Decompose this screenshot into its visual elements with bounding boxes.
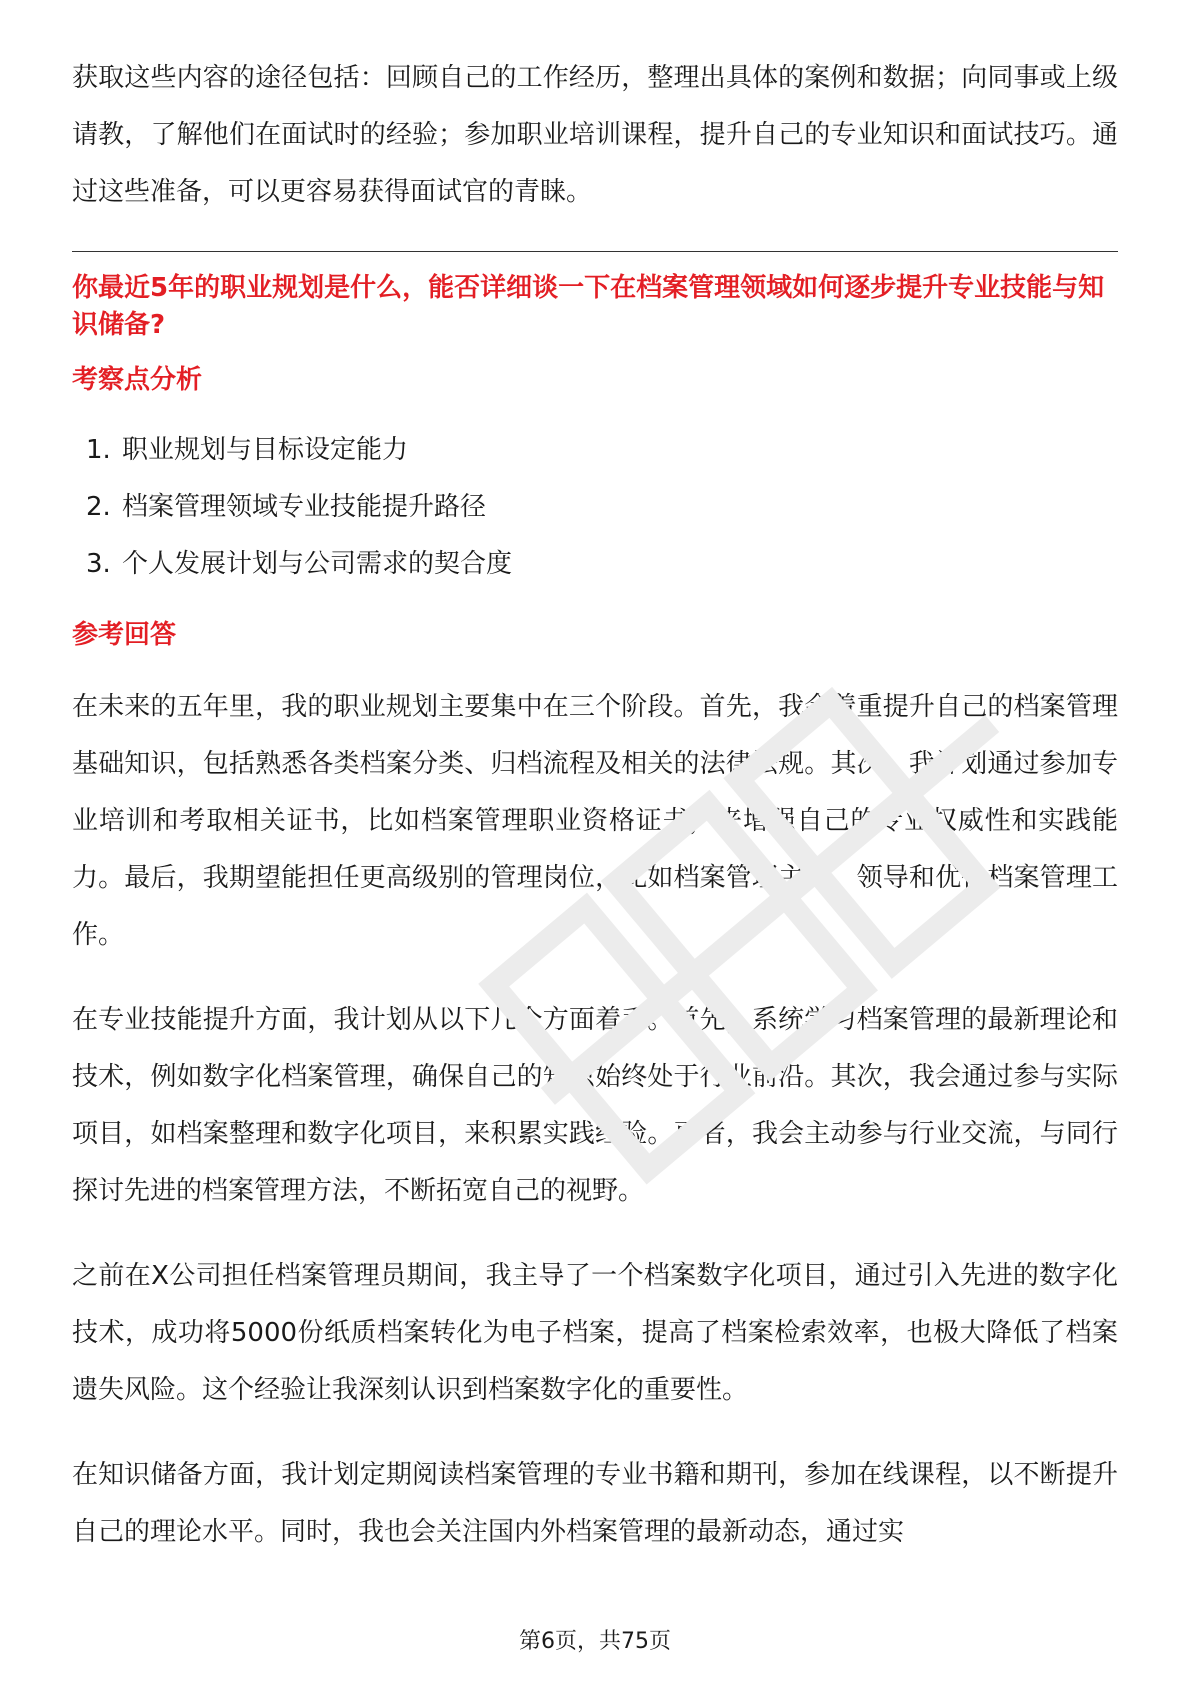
list-item-number: 2. — [86, 492, 111, 522]
list-item-number: 1. — [86, 435, 111, 465]
list-item-text: 档案管理领域专业技能提升路径 — [122, 492, 487, 522]
list-item-text: 个人发展计划与公司需求的契合度 — [122, 549, 513, 579]
answer-paragraph-3: 之前在X公司担任档案管理员期间，我主导了一个档案数字化项目，通过引入先进的数字化技术，成功将5000份纸质档案转化为电子档案，提高了档案检索效率，也极大降低了档案遗失风险。这个经验让我深刻认识到档案数字化的重要性。 — [72, 1261, 1118, 1405]
analysis-heading: 考察点分析 — [72, 365, 203, 395]
page-number-footer: 第6页，共75页 — [519, 1629, 671, 1654]
intro-paragraph: 获取这些内容的途径包括：回顾自己的工作经历，整理出具体的案例和数据；向同事或上级请教，了解他们在面试时的经验；参加职业培训课程，提升自己的专业知识和面试技巧。通过这些准备，可以更容易获得面试官的青睐。 — [72, 63, 1118, 207]
answer-paragraph-2: 在专业技能提升方面，我计划从以下几个方面着手。首先，系统学习档案管理的最新理论和技术，例如数字化档案管理，确保自己的知识始终处于行业前沿。其次，我会通过参与实际项目，如档案整理和数字化项目，来积累实践经验。再者，我会主动参与行业交流，与同行探讨先进的档案管理方法，不断拓宽自己的视野。 — [72, 1005, 1118, 1206]
list-item — [72, 479, 1118, 536]
section-divider — [72, 251, 1118, 252]
answer-paragraph-1: 在未来的五年里，我的职业规划主要集中在三个阶段。首先，我会着重提升自己的档案管理基础知识，包括熟悉各类档案分类、归档流程及相关的法律法规。其次，我计划通过参加专业培训和考取相关证书，比如档案管理职业资格证书，来增强自己的专业权威性和实践能力。最后，我期望能担任更高级别的管理岗位，比如档案管理主管，领导和优化档案管理工作。 — [72, 692, 1118, 950]
list-item-number: 3. — [86, 549, 111, 579]
list-item — [72, 422, 1118, 479]
list-item — [72, 536, 1118, 593]
analysis-points-list — [72, 422, 1118, 593]
answer-heading: 参考回答 — [72, 620, 177, 650]
question-heading: 你最近5年的职业规划是什么，能否详细谈一下在档案管理领域如何逐步提升专业技能与知识储备? — [72, 273, 1105, 340]
document-page — [72, 50, 1118, 1561]
list-item-text: 职业规划与目标设定能力 — [122, 435, 409, 465]
answer-paragraph-4: 在知识储备方面，我计划定期阅读档案管理的专业书籍和期刊，参加在线课程，以不断提升自己的理论水平。同时，我也会关注国内外档案管理的最新动态，通过实 — [72, 1460, 1118, 1547]
